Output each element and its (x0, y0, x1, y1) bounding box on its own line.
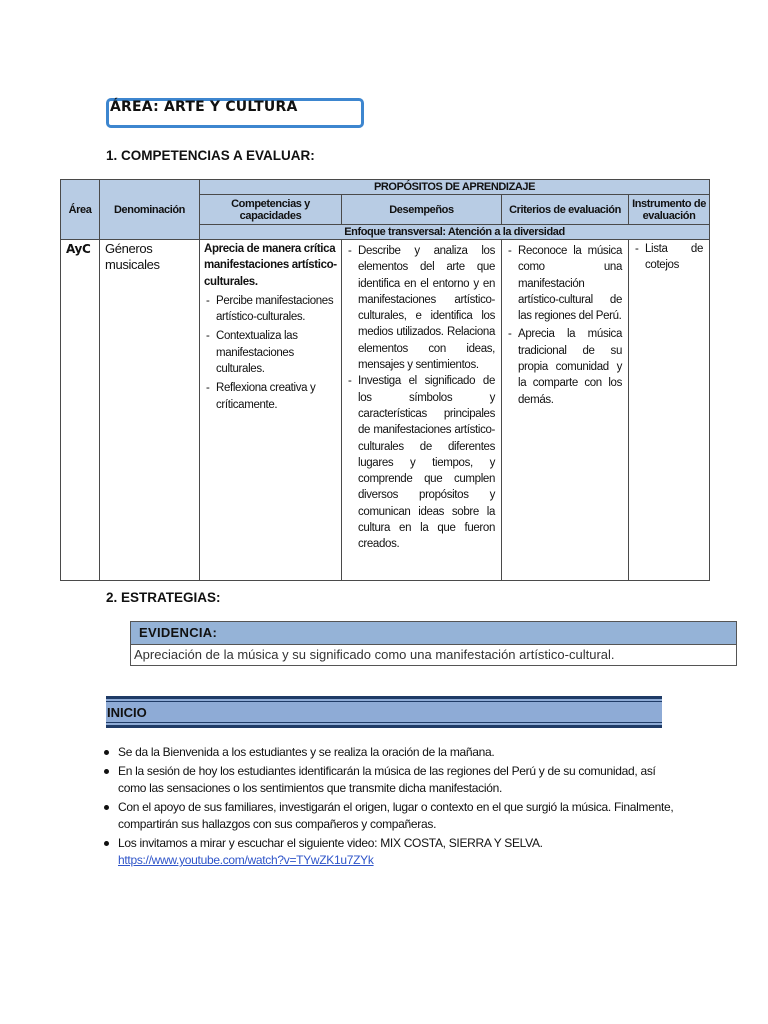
cell-criterios (502, 240, 629, 581)
header-desempenos: Desempeños (342, 195, 502, 225)
cell-area: AyC (61, 240, 100, 581)
evidencia-text: Apreciación de la música y su significado como una manifestación artístico-cultural. (134, 647, 615, 662)
cell-competencias (200, 240, 342, 581)
list-item (102, 763, 682, 798)
section-estrategias-title: 2. ESTRATEGIAS: (106, 590, 221, 605)
criterio-item: - Aprecia la música tradicional de su propia comunidad y la comparte con los demás. (506, 326, 622, 407)
list-item-text: Los invitamos a mirar y escuchar el siguiente video: MIX COSTA, SIERRA Y SELVA. (118, 835, 543, 850)
desempeno-item: - Investiga el significado de los símbolos y características principales de manifestaciones artístico-culturales de diferentes lugares y tiempos, y comprende que cumplen diversos propósitos y comunican ideas sobre la cultura en la que fueron creados. (346, 373, 495, 552)
inicio-header-bar (106, 696, 662, 728)
competencias-table (60, 179, 710, 581)
list-item-text: Con el apoyo de sus familiares, investigarán el origen, lugar o contexto en el que surgió la música. Finalmente, compartirán sus hallazgos con sus compañeros y compañeras. (118, 799, 674, 831)
bullet-icon (104, 769, 109, 774)
video-link[interactable]: https://www.youtube.com/watch?v=TYwZK1u7ZYk (118, 853, 374, 867)
list-item-text: En la sesión de hoy los estudiantes identificarán la música de las regiones del Perú y de su comunidad, así como las sensaciones o los sentimientos que transmite dicha manifestación. (118, 763, 656, 795)
header-enfoque: Enfoque transversal: Atención a la diversidad (200, 225, 710, 240)
bullet-icon (104, 841, 109, 846)
inicio-label: INICIO (107, 705, 147, 720)
header-competencias: Competencias y capacidades (200, 195, 342, 225)
list-item (102, 799, 682, 834)
header-area: Área (61, 180, 100, 240)
list-item (102, 835, 682, 870)
bullet-icon (104, 750, 109, 755)
inicio-list (102, 744, 682, 871)
capacidad-item: - Reflexiona creativa y críticamente. (204, 380, 337, 413)
criterio-item: - Reconoce la música como una manifestación artístico-cultural de las regiones del Perú. (506, 243, 622, 324)
cell-denominacion: Géneros musicales (100, 240, 200, 581)
competencia-title: Aprecia de manera crítica manifestaciones artístico-culturales. (204, 243, 337, 288)
list-item-text: Se da la Bienvenida a los estudiantes y se realiza la oración de la mañana. (118, 745, 495, 759)
header-criterios: Criterios de evaluación (502, 195, 629, 225)
bullet-icon (104, 805, 109, 810)
evidencia-label: EVIDENCIA: (131, 622, 736, 645)
capacidad-item: - Contextualiza las manifestaciones culturales. (204, 328, 337, 377)
capacidad-item: - Percibe manifestaciones artístico-culturales. (204, 293, 337, 326)
table-row (61, 240, 710, 581)
area-title: ÁREA: ARTE Y CULTURA (110, 99, 298, 115)
cell-desempenos (342, 240, 502, 581)
cell-instrumento (629, 240, 710, 581)
evidencia-box (130, 621, 737, 666)
desempeno-item: - Describe y analiza los elementos del arte que identifica en el entorno y en manifestaciones artístico-culturales, e identifica los medios utilizados. Relaciona elementos con ideas, mensajes y sentimientos. (346, 243, 495, 373)
header-instrumento: Instrumento de evaluación (629, 195, 710, 225)
list-item (102, 744, 682, 762)
section-competencias-title: 1. COMPETENCIAS A EVALUAR: (106, 148, 315, 163)
header-propositos: PROPÓSITOS DE APRENDIZAJE (200, 180, 710, 195)
instrumento-item: - Lista de cotejos (633, 241, 703, 274)
header-denominacion: Denominación (100, 180, 200, 240)
